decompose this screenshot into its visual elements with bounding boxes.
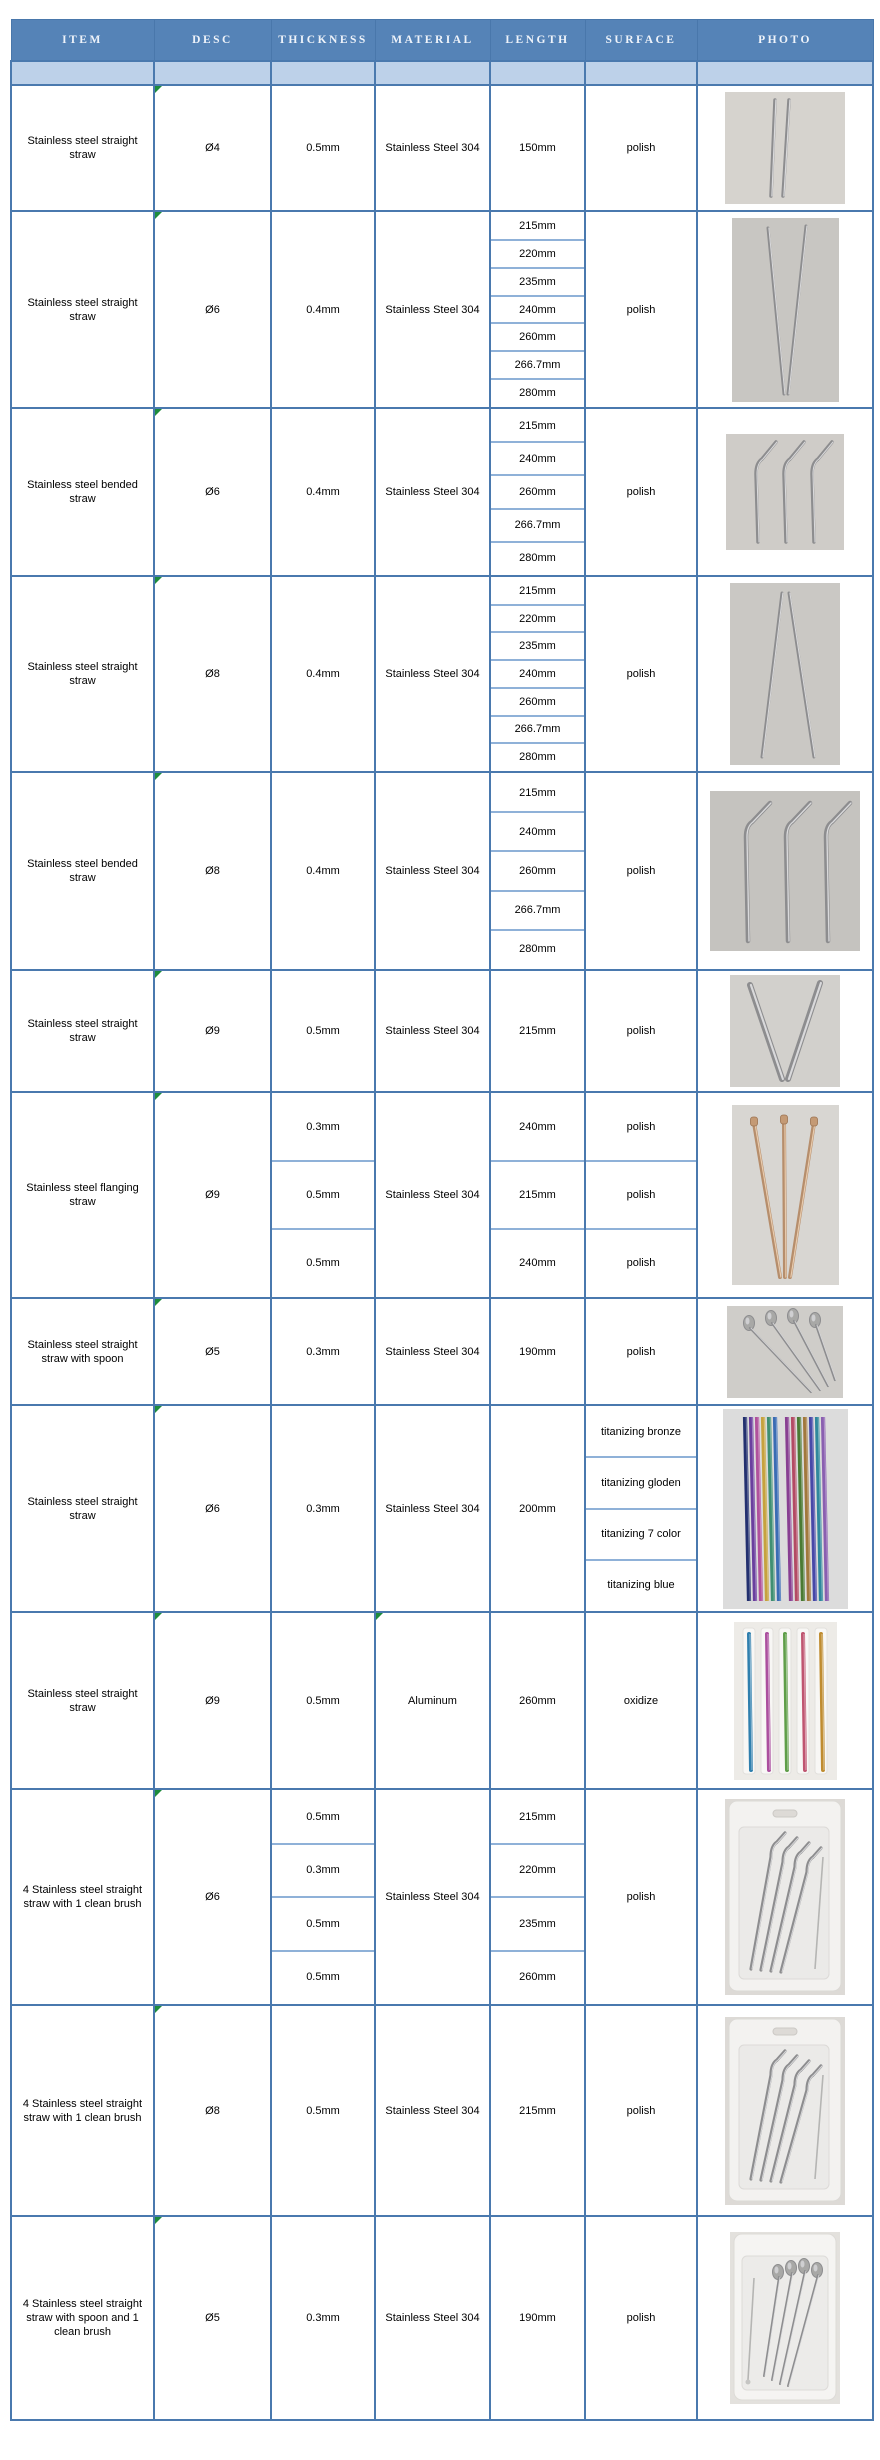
material-value: Stainless Steel 304: [385, 668, 480, 680]
desc-value: Ø9: [205, 1694, 220, 1707]
length-cell: [490, 1789, 585, 2005]
product-row: [11, 576, 873, 772]
material-cell: [375, 772, 490, 970]
item-cell: [11, 2005, 154, 2216]
material-cell: [375, 211, 490, 408]
item-label: Stainless steel straight straw: [27, 296, 138, 323]
surface-cell: [585, 1092, 697, 1298]
value-stack: [491, 774, 584, 968]
length-value: 260mm: [519, 1971, 556, 1984]
thickness-value: 0.3mm: [306, 2312, 340, 2324]
surface-value: polish: [586, 1094, 696, 1162]
length-value: 150mm: [519, 142, 556, 154]
thickness-value: 0.5mm: [272, 1791, 374, 1845]
product-photo: [730, 975, 840, 1087]
item-cell: [11, 576, 154, 772]
thickness-cell: [271, 1092, 375, 1298]
surface-cell: [585, 408, 697, 576]
error-flag-icon: [155, 1790, 162, 1797]
desc-value: Ø6: [205, 1891, 220, 1903]
length-cell: [490, 1405, 585, 1612]
product-photo: [725, 2017, 845, 2205]
material-cell: [375, 408, 490, 576]
value-stack: [491, 578, 584, 770]
material-cell: [375, 1405, 490, 1612]
surface-cell: [585, 772, 697, 970]
length-value: 220mm: [491, 241, 584, 269]
surface-value: polish: [626, 1891, 656, 1903]
surface-cell: [585, 1612, 697, 1789]
length-value: 215mm: [491, 1791, 584, 1845]
material-cell: [375, 1092, 490, 1298]
desc-cell: [154, 408, 271, 576]
item-cell: [11, 1612, 154, 1789]
product-photo: [730, 583, 840, 765]
material-value: Stainless Steel 304: [385, 142, 480, 154]
thickness-cell: [271, 211, 375, 408]
error-flag-icon: [376, 1613, 383, 1620]
material-value: Stainless Steel 304: [385, 1025, 480, 1037]
thickness-cell: [271, 970, 375, 1092]
length-value: 266.7mm: [491, 717, 584, 745]
desc-value: Ø5: [205, 1345, 220, 1358]
desc-value: Ø9: [205, 1189, 220, 1201]
length-cell: [490, 576, 585, 772]
desc-value: Ø9: [205, 1025, 220, 1037]
thickness-value: 0.5mm: [306, 1025, 340, 1037]
material-cell: [375, 1298, 490, 1405]
product-row: [11, 211, 873, 408]
material-cell: [375, 576, 490, 772]
thickness-value: 0.3mm: [272, 1845, 374, 1899]
length-value: 240mm: [491, 297, 584, 325]
value-stack: [586, 1407, 696, 1610]
material-cell: [375, 2005, 490, 2216]
item-cell: [11, 772, 154, 970]
length-value: 215mm: [519, 2104, 556, 2117]
photo-cell: [697, 211, 873, 408]
item-label: Stainless steel bended straw: [27, 479, 138, 505]
spacer-cell: [11, 61, 154, 85]
material-cell: [375, 2216, 490, 2420]
product-photo: [710, 791, 860, 951]
error-flag-icon: [155, 86, 162, 93]
length-value: 235mm: [491, 269, 584, 297]
desc-cell: [154, 2005, 271, 2216]
surface-value: titanizing gloden: [586, 1458, 696, 1509]
product-row: [11, 1298, 873, 1405]
item-label: Stainless steel straight straw: [27, 1687, 138, 1714]
surface-cell: [585, 211, 697, 408]
item-cell: [11, 970, 154, 1092]
material-value: Stainless Steel 304: [385, 1345, 480, 1358]
surface-value: polish: [626, 303, 656, 316]
length-cell: [490, 211, 585, 408]
product-row: [11, 408, 873, 576]
surface-cell: [585, 970, 697, 1092]
length-cell: [490, 1298, 585, 1405]
desc-cell: [154, 970, 271, 1092]
item-label: Stainless steel straight straw: [27, 1018, 138, 1044]
length-value: 215mm: [491, 410, 584, 443]
thickness-cell: [271, 772, 375, 970]
error-flag-icon: [155, 1299, 162, 1306]
length-cell: [490, 2005, 585, 2216]
product-photo: [734, 1622, 837, 1780]
column-header-surface: SURFACE: [585, 20, 697, 62]
length-value: 215mm: [519, 1025, 556, 1037]
length-cell: [490, 1612, 585, 1789]
desc-value: Ø4: [205, 142, 220, 154]
item-label: Stainless steel straight straw: [27, 135, 138, 161]
item-cell: [11, 408, 154, 576]
surface-value: titanizing bronze: [586, 1407, 696, 1458]
thickness-cell: [271, 2216, 375, 2420]
desc-value: Ø8: [205, 2104, 220, 2117]
thickness-value: 0.3mm: [306, 1345, 340, 1358]
material-cell: [375, 85, 490, 211]
material-value: Stainless Steel 304: [385, 486, 480, 498]
item-label: Stainless steel straight straw with spoon: [27, 1338, 138, 1365]
material-cell: [375, 970, 490, 1092]
spacer-cell: [585, 61, 697, 85]
spacer-cell: [154, 61, 271, 85]
desc-cell: [154, 1612, 271, 1789]
photo-cell: [697, 1612, 873, 1789]
surface-value: titanizing blue: [607, 1579, 675, 1592]
photo-cell: [697, 1405, 873, 1612]
length-value: 215mm: [491, 578, 584, 606]
photo-cell: [697, 2005, 873, 2216]
length-value: 280mm: [519, 387, 556, 400]
thickness-value: 0.4mm: [306, 668, 340, 680]
length-value: 215mm: [491, 213, 584, 241]
material-value: Stainless Steel 304: [385, 2104, 480, 2117]
length-cell: [490, 970, 585, 1092]
photo-cell: [697, 85, 873, 211]
column-header-desc: DESC: [154, 20, 271, 62]
thickness-cell: [271, 408, 375, 576]
length-value: 260mm: [519, 1694, 556, 1707]
length-value: 240mm: [491, 1094, 584, 1162]
item-label: 4 Stainless steel straight straw with 1 clean brush: [22, 2097, 143, 2124]
material-value: Stainless Steel 304: [385, 2312, 480, 2324]
thickness-cell: [271, 1612, 375, 1789]
item-cell: [11, 1298, 154, 1405]
spacer-cell: [375, 61, 490, 85]
thickness-value: 0.4mm: [306, 865, 340, 877]
surface-cell: [585, 576, 697, 772]
error-flag-icon: [155, 1613, 162, 1620]
surface-value: polish: [626, 865, 656, 877]
spreadsheet-table-wrapper: [10, 19, 874, 2421]
photo-cell: [697, 970, 873, 1092]
photo-cell: [697, 1789, 873, 2005]
desc-value: Ø6: [205, 303, 220, 316]
product-photo: [732, 1105, 839, 1285]
surface-cell: [585, 2216, 697, 2420]
item-cell: [11, 2216, 154, 2420]
value-stack: [491, 213, 584, 406]
length-value: 220mm: [491, 1845, 584, 1899]
length-value: 235mm: [491, 633, 584, 661]
surface-cell: [585, 1789, 697, 2005]
column-header-material: MATERIAL: [375, 20, 490, 62]
value-stack: [272, 1094, 374, 1296]
spacer-cell: [697, 61, 873, 85]
desc-value: Ø6: [205, 486, 220, 498]
spacer-cell: [490, 61, 585, 85]
table-header-row: [11, 20, 873, 62]
length-value: 215mm: [491, 774, 584, 813]
thickness-cell: [271, 85, 375, 211]
desc-value: Ø6: [205, 1502, 220, 1515]
desc-value: Ø8: [205, 668, 220, 680]
product-photo: [723, 1409, 848, 1609]
desc-cell: [154, 1092, 271, 1298]
material-value: Stainless Steel 304: [385, 865, 480, 877]
desc-value: Ø5: [205, 2312, 220, 2324]
product-photo: [727, 1306, 843, 1398]
value-stack: [491, 1791, 584, 2003]
length-value: 280mm: [519, 943, 556, 956]
length-value: 190mm: [519, 2312, 556, 2324]
product-row: [11, 85, 873, 211]
length-value: 240mm: [491, 661, 584, 689]
thickness-value: 0.5mm: [272, 1162, 374, 1230]
length-value: 260mm: [491, 476, 584, 509]
material-cell: [375, 1789, 490, 2005]
error-flag-icon: [155, 577, 162, 584]
product-row: [11, 2216, 873, 2420]
product-photo: [726, 434, 844, 550]
surface-value: polish: [626, 142, 656, 154]
value-stack: [491, 410, 584, 574]
length-value: 220mm: [491, 606, 584, 634]
thickness-cell: [271, 1405, 375, 1612]
thickness-value: 0.5mm: [306, 2104, 340, 2117]
item-label: 4 Stainless steel straight straw with 1 clean brush: [22, 1884, 143, 1910]
desc-value: Ø8: [205, 865, 220, 877]
product-row: [11, 1092, 873, 1298]
length-value: 266.7mm: [491, 892, 584, 931]
thickness-value: 0.4mm: [306, 486, 340, 498]
thickness-cell: [271, 2005, 375, 2216]
item-label: Stainless steel straight straw: [27, 1495, 138, 1522]
error-flag-icon: [155, 1093, 162, 1100]
item-cell: [11, 1405, 154, 1612]
length-cell: [490, 2216, 585, 2420]
column-header-thickness: THICKNESS: [271, 20, 375, 62]
item-cell: [11, 1789, 154, 2005]
surface-value: polish: [626, 2312, 656, 2324]
surface-cell: [585, 1405, 697, 1612]
thickness-value: 0.5mm: [306, 142, 340, 154]
surface-value: polish: [626, 668, 656, 680]
thickness-cell: [271, 1789, 375, 2005]
product-photo: [730, 2232, 840, 2404]
length-value: 200mm: [519, 1502, 556, 1515]
surface-cell: [585, 1298, 697, 1405]
length-value: 280mm: [519, 552, 556, 565]
error-flag-icon: [155, 409, 162, 416]
photo-cell: [697, 2216, 873, 2420]
product-table: [10, 19, 874, 2421]
thickness-value: 0.3mm: [306, 1502, 340, 1515]
photo-cell: [697, 576, 873, 772]
material-value: Stainless Steel 304: [385, 1891, 480, 1903]
surface-cell: [585, 85, 697, 211]
thickness-value: 0.5mm: [306, 1257, 340, 1269]
desc-cell: [154, 211, 271, 408]
error-flag-icon: [155, 1406, 162, 1413]
length-value: 260mm: [491, 324, 584, 352]
error-flag-icon: [155, 2006, 162, 2013]
material-cell: [375, 1612, 490, 1789]
length-value: 280mm: [519, 751, 556, 764]
spacer-row: [11, 61, 873, 85]
product-row: [11, 970, 873, 1092]
desc-cell: [154, 1789, 271, 2005]
item-label: Stainless steel flanging straw: [26, 1182, 139, 1208]
surface-value: oxidize: [623, 1694, 659, 1707]
thickness-value: 0.5mm: [306, 1694, 340, 1707]
length-value: 266.7mm: [491, 352, 584, 380]
column-header-item: ITEM: [11, 20, 154, 62]
surface-value: polish: [626, 486, 656, 498]
product-photo: [732, 218, 839, 402]
photo-cell: [697, 772, 873, 970]
length-value: 235mm: [491, 1898, 584, 1952]
length-cell: [490, 85, 585, 211]
desc-cell: [154, 576, 271, 772]
surface-value: polish: [626, 2104, 656, 2117]
thickness-value: 0.5mm: [272, 1898, 374, 1952]
length-cell: [490, 772, 585, 970]
material-value: Stainless Steel 304: [385, 1189, 480, 1201]
photo-cell: [697, 408, 873, 576]
error-flag-icon: [155, 2217, 162, 2224]
length-value: 260mm: [491, 689, 584, 717]
item-label: Stainless steel bended straw: [27, 858, 138, 884]
value-stack: [586, 1094, 696, 1296]
thickness-value: 0.3mm: [272, 1094, 374, 1162]
product-row: [11, 772, 873, 970]
surface-value: polish: [626, 1025, 656, 1037]
desc-cell: [154, 1405, 271, 1612]
surface-value: polish: [626, 1345, 656, 1358]
product-photo: [725, 92, 845, 204]
desc-cell: [154, 2216, 271, 2420]
value-stack: [272, 1791, 374, 2003]
length-value: 190mm: [519, 1345, 556, 1358]
length-value: 240mm: [491, 813, 584, 852]
product-row: [11, 2005, 873, 2216]
desc-cell: [154, 85, 271, 211]
error-flag-icon: [155, 773, 162, 780]
length-value: 215mm: [491, 1162, 584, 1230]
material-value: Stainless Steel 304: [385, 303, 480, 316]
product-row: [11, 1612, 873, 1789]
length-value: 240mm: [519, 1257, 556, 1269]
photo-cell: [697, 1298, 873, 1405]
value-stack: [491, 1094, 584, 1296]
length-cell: [490, 408, 585, 576]
length-value: 260mm: [491, 852, 584, 891]
surface-value: titanizing 7 color: [586, 1510, 696, 1561]
column-header-photo: PHOTO: [697, 20, 873, 62]
item-cell: [11, 211, 154, 408]
spacer-cell: [271, 61, 375, 85]
item-label: Stainless steel straight straw: [27, 661, 138, 687]
photo-cell: [697, 1092, 873, 1298]
thickness-value: 0.4mm: [306, 303, 340, 316]
thickness-cell: [271, 576, 375, 772]
error-flag-icon: [155, 212, 162, 219]
material-value: Stainless Steel 304: [385, 1502, 480, 1515]
product-photo: [725, 1799, 845, 1995]
surface-value: polish: [626, 1257, 656, 1269]
material-value: Aluminum: [408, 1694, 457, 1707]
error-flag-icon: [155, 971, 162, 978]
item-label: 4 Stainless steel straight straw with spoon and 1 clean brush: [22, 2298, 143, 2338]
surface-cell: [585, 2005, 697, 2216]
thickness-cell: [271, 1298, 375, 1405]
length-value: 266.7mm: [491, 510, 584, 543]
length-value: 240mm: [491, 443, 584, 476]
product-row: [11, 1405, 873, 1612]
desc-cell: [154, 772, 271, 970]
surface-value: polish: [586, 1162, 696, 1230]
item-cell: [11, 85, 154, 211]
thickness-value: 0.5mm: [306, 1971, 340, 1984]
desc-cell: [154, 1298, 271, 1405]
column-header-length: LENGTH: [490, 20, 585, 62]
product-row: [11, 1789, 873, 2005]
item-cell: [11, 1092, 154, 1298]
length-cell: [490, 1092, 585, 1298]
